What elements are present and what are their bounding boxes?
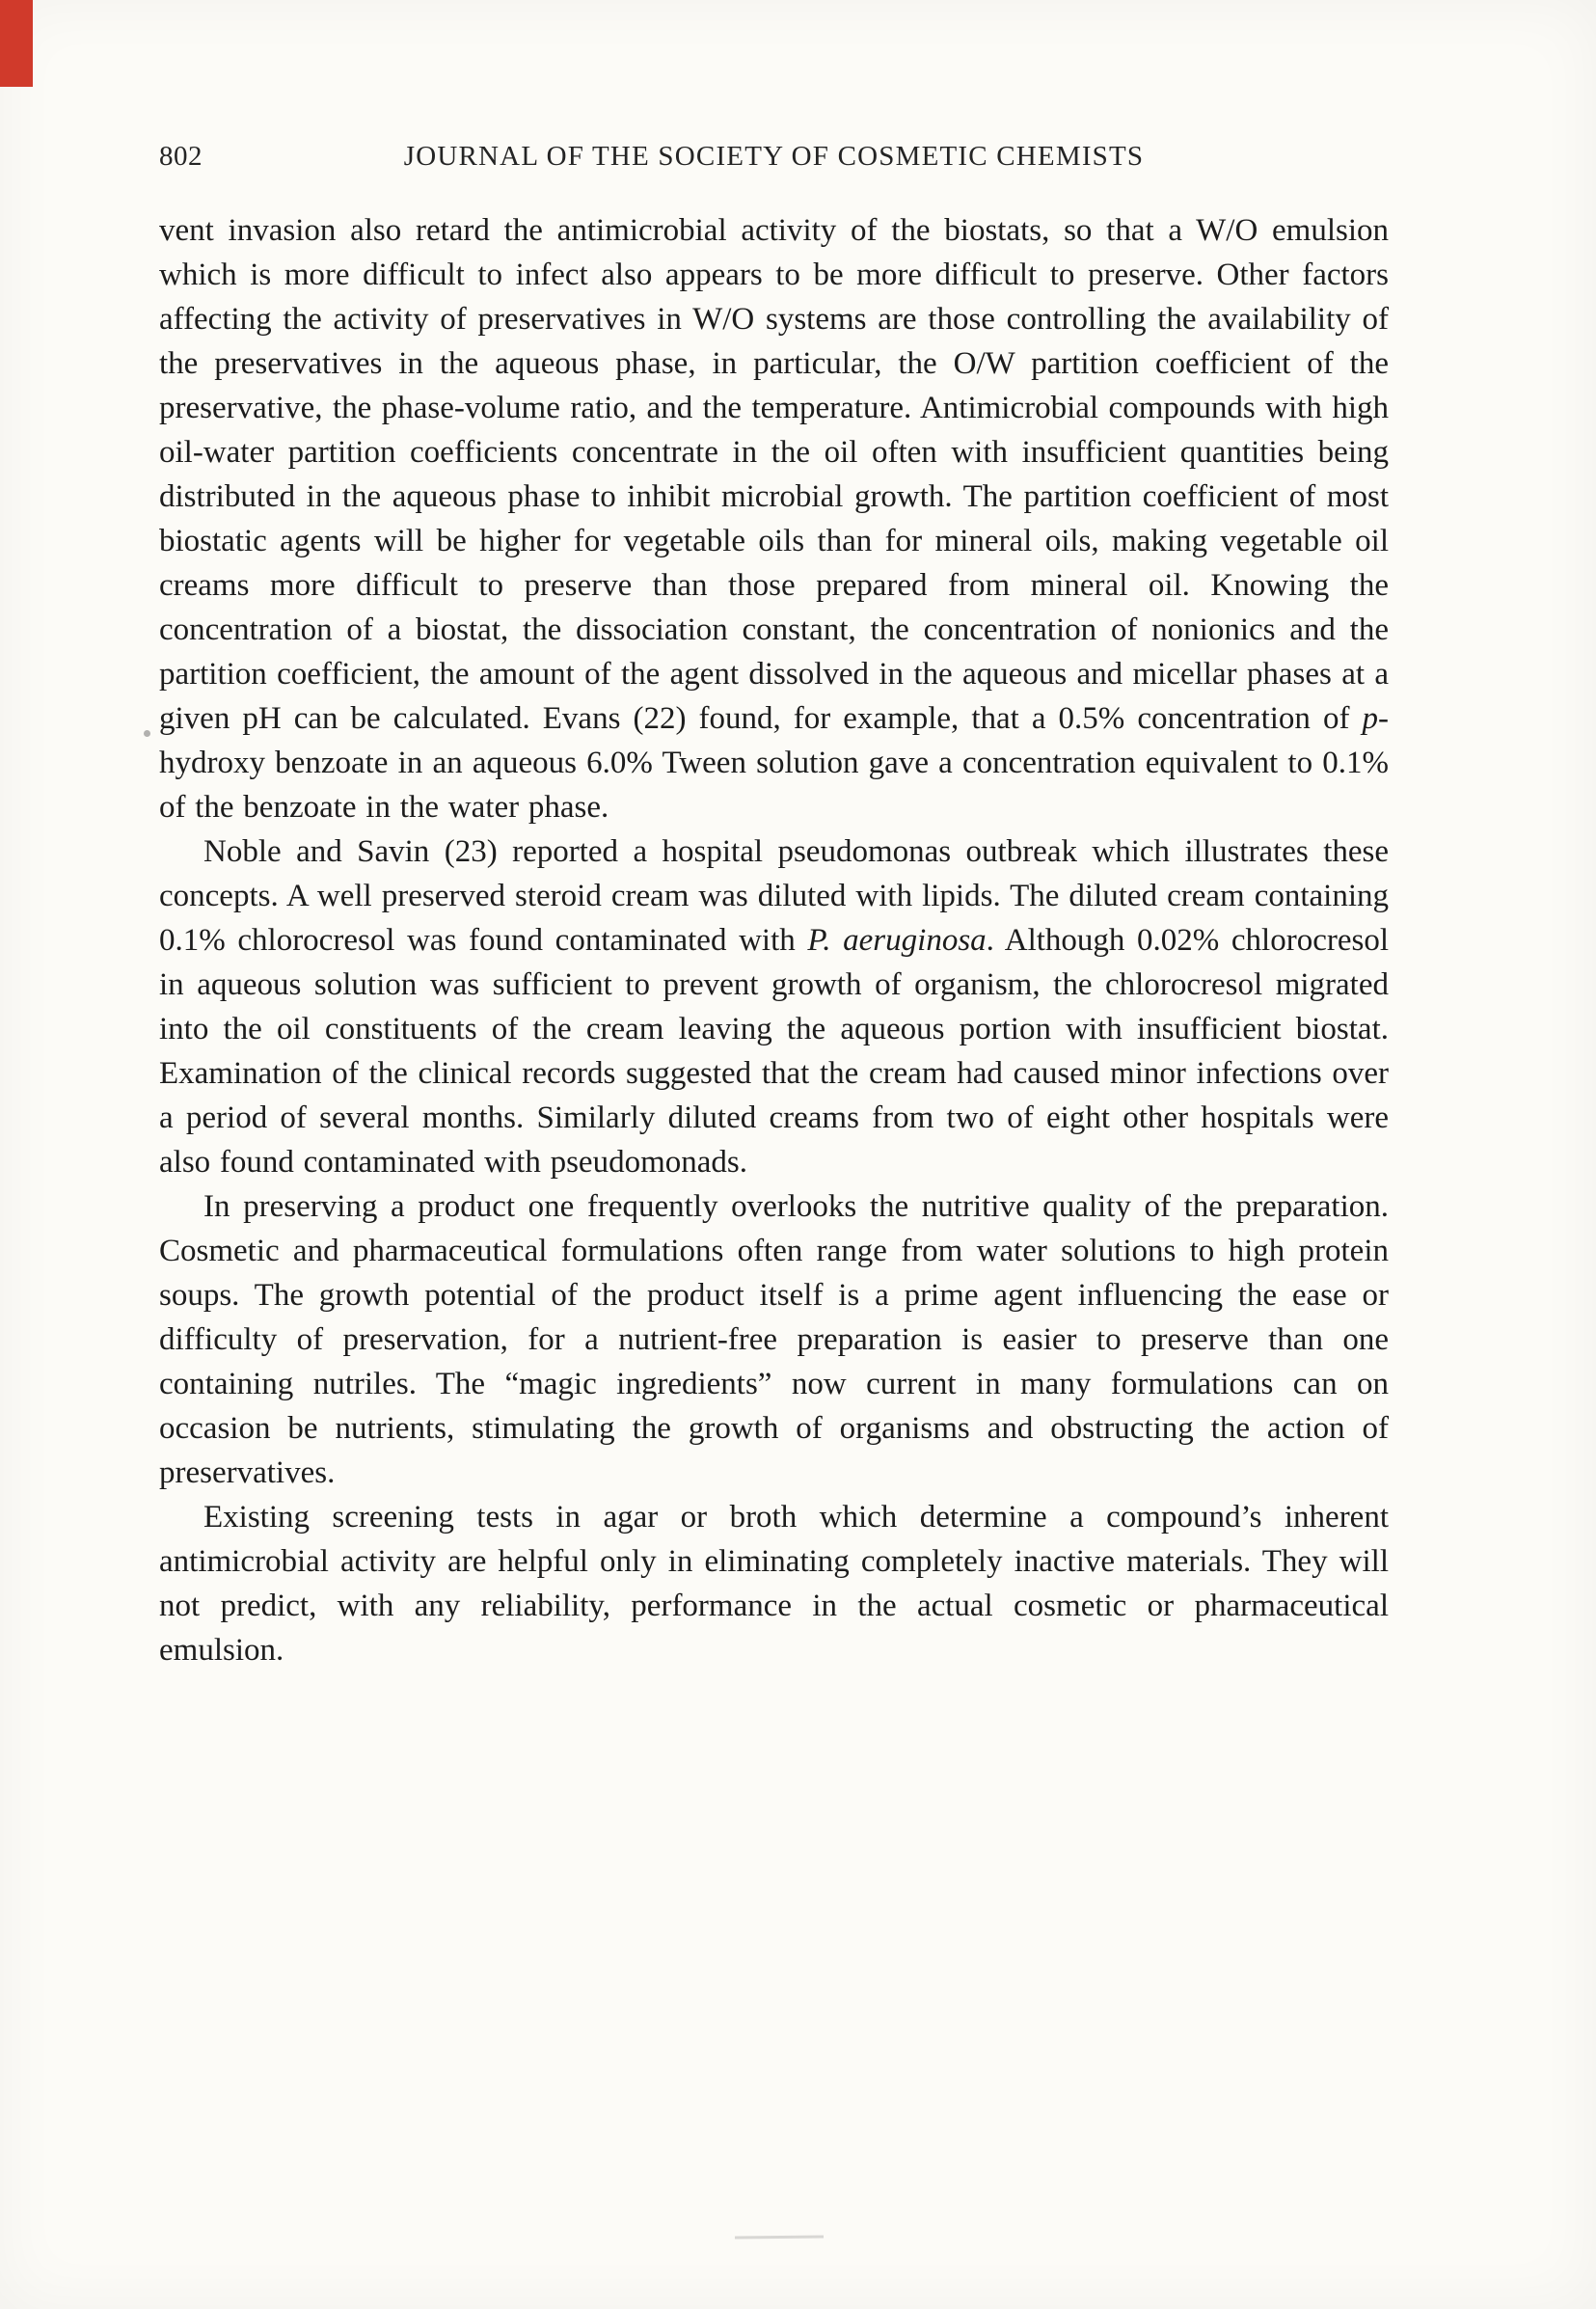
- italic-text-segment: P. aeruginosa: [807, 923, 987, 958]
- paragraph-3: [159, 1184, 1389, 1495]
- page-number: 802: [159, 141, 203, 172]
- text-segment: vent invasion also retard the antimicrobial activity of the biostats, so that a W/O emulsion which is more difficult to infect also appears to be more difficult to preserve. Other factors affecting the activity of preservatives in W/O systems are those controlling the availability of the preservatives in the aqueous phase, in particular, the O/W partition coefficient of the preservative, the phase-volume ratio, and the temperature. Antimicrobial compounds with high oil-water partition coefficients concentrate in the oil often with insufficient quantities being distributed in the aqueous phase to inhibit microbial growth. The partition coefficient of most biostatic agents will be higher for vegetable oils than for mineral oils, making vegetable oil creams more difficult to preserve than those prepared from mineral oil. Knowing the concentration of a biostat, the dissociation constant, the concentration of nonionics and the partition coefficient, the amount of the agent dissolved in the aqueous and micellar phases at a given pH can be calculated. Evans (22) found, for example, that a 0.5% concentration of: [159, 213, 1389, 736]
- scan-artifact-speck: [144, 730, 150, 737]
- paragraph-1: [159, 208, 1389, 829]
- page-content: [159, 141, 1389, 1672]
- journal-title: JOURNAL OF THE SOCIETY OF COSMETIC CHEMISTS: [403, 141, 1145, 172]
- text-segment: Existing screening tests in agar or broth which determine a compound’s inherent antimicrobial activity are helpful only in eliminating completely inactive materials. They will not predict, with any reliability, performance in the actual cosmetic or pharmaceutical emulsion.: [159, 1500, 1389, 1668]
- paragraph-2: [159, 829, 1389, 1184]
- text-segment: . Although 0.02% chlorocresol in aqueous solution was sufficient to prevent growth of organism, the chlorocresol migrated into the oil constituents of the cream leaving the aqueous portion with insufficient biostat. Examination of the clinical records suggested that the cream had caused minor infections over a period of several months. Similarly diluted creams from two of eight other hospitals were also found contaminated with pseudomonads.: [159, 923, 1390, 1180]
- paragraph-4: [159, 1495, 1389, 1672]
- scan-artifact-red-mark: [0, 0, 33, 87]
- text-segment: In preserving a product one frequently overlooks the nutritive quality of the preparation. Cosmetic and pharmaceutical formulations often range from water solutions to high protein soups. The growth potential of the product itself is a prime agent influencing the ease or difficulty of preservation, for a nutrient-free preparation is easier to preserve than one containing nutriles. The “magic ingredients” now current in many formulations can on occasion be nutrients, stimulating the growth of organisms and obstructing the action of preservatives.: [159, 1189, 1389, 1490]
- italic-text-segment: p: [1362, 701, 1378, 736]
- page-header: [159, 141, 1389, 183]
- scan-artifact-smudge: [735, 2236, 824, 2240]
- text-segment: Noble and Savin (23) reported a hospital pseudomonas outbreak which illustrates these concepts. A well preserved steroid cream was diluted with lipids. The diluted cream containing 0.1% chlorocresol was found contaminated with: [159, 834, 1389, 958]
- article-body: [159, 208, 1389, 1672]
- text-segment: -hydroxy benzoate in an aqueous 6.0% Tween solution gave a concentration equivalent to 0.1% of the benzoate in the water phase.: [159, 701, 1389, 825]
